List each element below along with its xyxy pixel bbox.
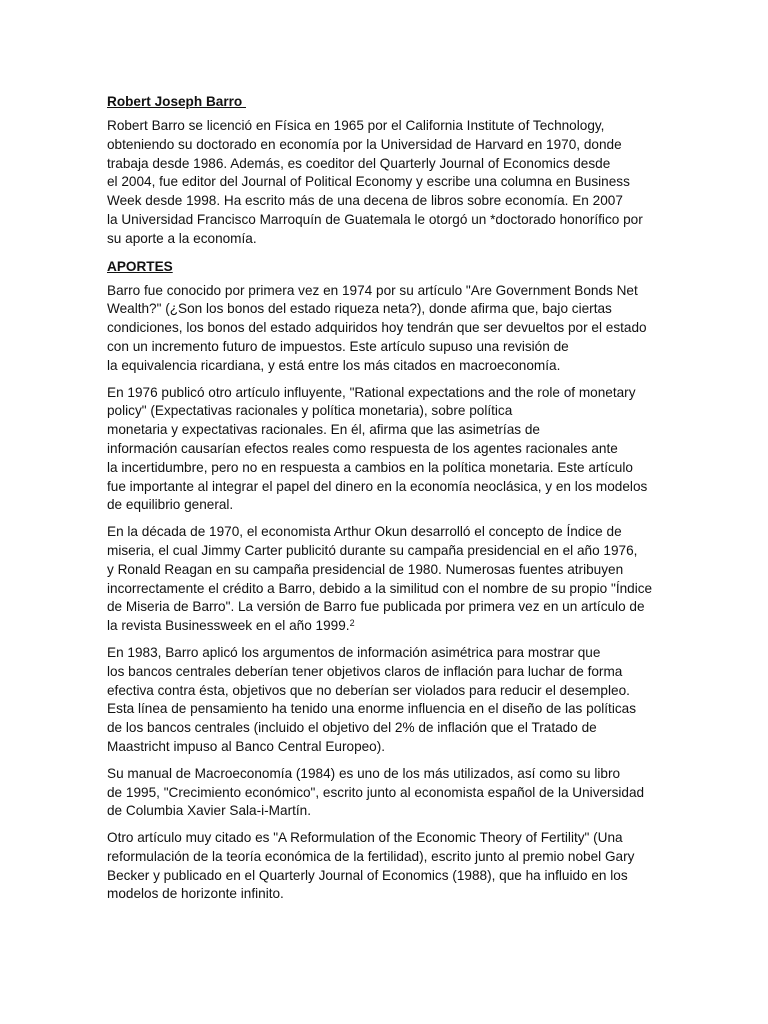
text-line: Becker y publicado en el Quarterly Journal of Economics (1988), que ha influido en los [107, 867, 628, 883]
text-line: de Columbia Xavier Sala-i-Martín. [107, 803, 311, 819]
text-line: trabaja desde 1986. Además, es coeditor del Quarterly Journal of Economics desde [107, 155, 611, 171]
text-line: condiciones, los bonos del estado adquiridos hoy tendrán que ser devueltos por el estado [107, 320, 647, 336]
text-line: fue importante al integrar el papel del dinero en la economía neoclásica, y en los modelos [107, 478, 648, 494]
text-line: En la década de 1970, el economista Arthur Okun desarrolló el concepto de Índice de [107, 524, 622, 540]
text-line: obteniendo su doctorado en economía por la Universidad de Harvard en 1970, donde [107, 136, 622, 152]
text-line: de los bancos centrales (incluido el objetivo del 2% de inflación que el Tratado de [107, 720, 597, 736]
text-line: miseria, el cual Jimmy Carter publicitó durante su campaña presidencial en el año 1976, [107, 542, 638, 558]
footnote-marker: 2 [349, 618, 355, 629]
section-heading-aportes: APORTES [107, 258, 173, 274]
text-line: monetaria y expectativas racionales. En él, afirma que las asimetrías de [107, 422, 540, 438]
paragraph-manual [107, 765, 668, 821]
text-line: Wealth?" (¿Son los bonos del estado riqueza neta?), donde afirma que, bajo ciertas [107, 301, 612, 317]
paragraph-1983 [107, 644, 668, 757]
text-line: el 2004, fue editor del Journal of Political Economy y escribe una columna en Business [107, 174, 630, 190]
text-line: de 1995, "Crecimiento económico", escrito junto al economista español de la Universidad [107, 784, 645, 800]
paragraph-1976 [107, 384, 668, 516]
text-line: incorrectamente el crédito a Barro, debido a la similitud con el nombre de su propio "Índice [107, 580, 653, 596]
intro-paragraph [107, 117, 668, 249]
text-line: Week desde 1998. Ha escrito más de una decena de libros sobre economía. En 2007 [107, 193, 623, 209]
text-line: efectiva contra ésta, objetivos que no deberían ser violados para reducir el desempleo. [107, 682, 630, 698]
text-line: la Universidad Francisco Marroquín de Guatemala le otorgó un *doctorado honorífico por [107, 211, 643, 227]
text-line: de equilibrio general. [107, 497, 234, 513]
text-line: la equivalencia ricardiana, y está entre los más citados en macroeconomía. [107, 357, 561, 373]
text-line: En 1976 publicó otro artículo influyente, "Rational expectations and the role of monetary [107, 384, 636, 400]
text-line: su aporte a la economía. [107, 230, 257, 246]
text-line: información causarían efectos reales como respuesta de los agentes racionales ante [107, 440, 618, 456]
paragraph-fertility [107, 829, 668, 904]
text-line: y Ronald Reagan en su campaña presidencial de 1980. Numerosas fuentes atribuyen [107, 561, 624, 577]
text-line: de Miseria de Barro". La versión de Barro fue publicada por primera vez en un artículo de [107, 599, 645, 615]
paragraph-misery-index [107, 523, 668, 636]
text-line: modelos de horizonte infinito. [107, 886, 284, 902]
text-line: Otro artículo muy citado es "A Reformulation of the Economic Theory of Fertility" (Una [107, 830, 623, 846]
text-line: reformulación de la teoría económica de la fertilidad), escrito junto al premio nobel Gary [107, 848, 635, 864]
text-line: Maastricht impuso al Banco Central Europeo). [107, 738, 386, 754]
text-line: con un incremento futuro de impuestos. Este artículo supuso una revisión de [107, 338, 569, 354]
document-title: Robert Joseph Barro [107, 94, 246, 109]
text-line: Su manual de Macroeconomía (1984) es uno de los más utilizados, así como su libro [107, 765, 621, 781]
paragraph-1974 [107, 282, 668, 376]
text-line [107, 617, 668, 636]
text-line: los bancos centrales deberían tener objetivos claros de inflación para luchar de forma [107, 663, 623, 679]
text-line: Esta línea de pensamiento ha tenido una enorme influencia en el diseño de las políticas [107, 701, 637, 717]
text-line: En 1983, Barro aplicó los argumentos de información asimétrica para mostrar que [107, 644, 601, 660]
text-line: la incertidumbre, pero no en respuesta a cambios en la política monetaria. Este artículo [107, 459, 633, 475]
text-line: Barro fue conocido por primera vez en 1974 por su artículo "Are Government Bonds Net [107, 282, 638, 298]
text-line: Robert Barro se licenció en Física en 1965 por el California Institute of Technology, [107, 118, 605, 133]
text-line-content: la revista Businessweek en el año 1999. [107, 618, 350, 634]
text-line: policy" (Expectativas racionales y política monetaria), sobre política [107, 403, 513, 419]
